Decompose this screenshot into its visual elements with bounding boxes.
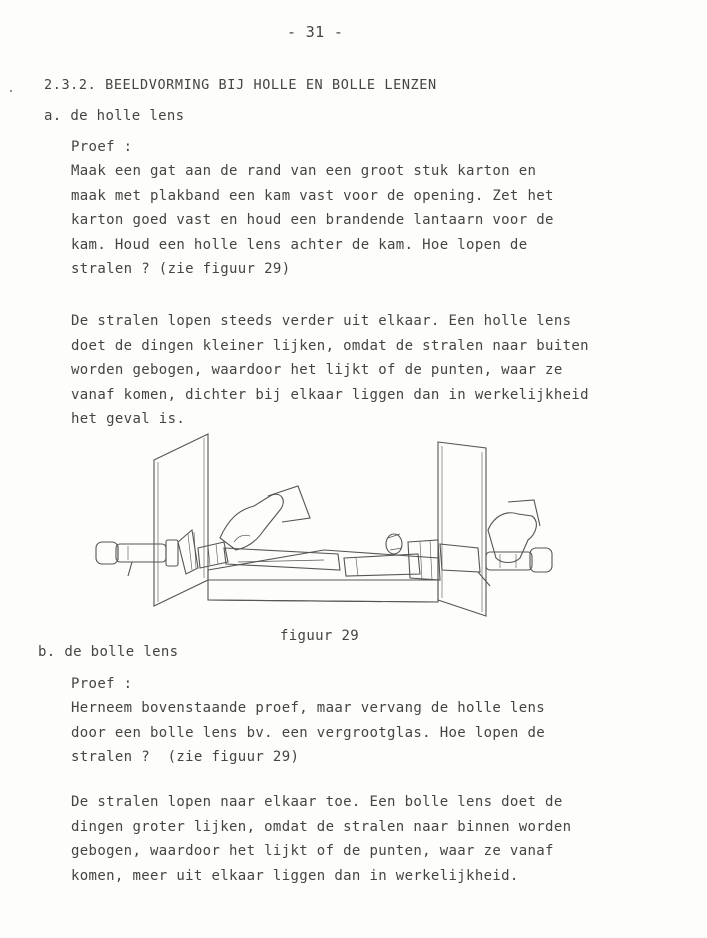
- instruction-paragraph-b: [71, 696, 545, 770]
- text-line: vanaf komen, dichter bij elkaar liggen dan in werkelijkheid: [71, 386, 589, 403]
- text-line: doet de dingen kleiner lijken, omdat de stralen naar buiten: [71, 337, 589, 354]
- text-line: Maak een gat aan de rand van een groot stuk karton en: [71, 163, 537, 179]
- table-board: [208, 550, 438, 602]
- subheading-holle-lens: a. de holle lens: [44, 108, 185, 124]
- left-cardboard-panel: [154, 434, 208, 606]
- proef-label-a: Proef :: [71, 139, 133, 155]
- text-line: gebogen, waardoor het lijkt of de punten, waar ze vanaf: [71, 843, 554, 860]
- text-line: kam. Houd een holle lens achter de kam. Hoe lopen de: [71, 236, 528, 253]
- text-line: worden gebogen, waardoor het lijkt of de punten, waar ze: [71, 362, 563, 379]
- text-line: Herneem bovenstaande proef, maar vervang de holle lens: [71, 700, 546, 716]
- text-line: De stralen lopen steeds verder uit elkaar. Een holle lens: [71, 313, 572, 329]
- proef-label-b: Proef :: [71, 676, 133, 692]
- right-lantern: [486, 548, 552, 572]
- text-line: dingen groter lijken, omdat de stralen naar binnen worden: [71, 818, 572, 835]
- result-paragraph-a: [71, 309, 589, 432]
- text-line: komen, meer uit elkaar liggen dan in werkelijkheid.: [71, 867, 519, 884]
- right-hand: [488, 500, 540, 563]
- text-line: het geval is.: [71, 411, 186, 428]
- text-line: stralen ? (zie figuur 29): [71, 749, 300, 766]
- subheading-bolle-lens: b. de bolle lens: [38, 644, 179, 660]
- text-line: karton goed vast en houd een brandende lantaarn voor de: [71, 212, 554, 229]
- figure-caption: figuur 29: [280, 628, 360, 644]
- left-hand: [220, 486, 310, 550]
- instruction-paragraph-a: [71, 159, 554, 282]
- text-line: stralen ? (zie figuur 29): [71, 261, 291, 278]
- left-lantern: [96, 540, 178, 576]
- right-cardboard-panel: [438, 442, 486, 616]
- text-line: door een bolle lens bv. een vergrootglas. Hoe lopen de: [71, 724, 546, 741]
- section-heading: 2.3.2. BEELDVORMING BIJ HOLLE EN BOLLE LENZEN: [44, 77, 437, 93]
- page-number: - 31 -: [287, 23, 344, 41]
- text-line: maak met plakband een kam vast voor de opening. Zet het: [71, 187, 554, 204]
- text-line: De stralen lopen naar elkaar toe. Een bolle lens doet de: [71, 794, 563, 810]
- lens-experiment-drawing-icon: [88, 430, 558, 620]
- result-paragraph-b: [71, 790, 571, 888]
- margin-dot: [10, 90, 12, 92]
